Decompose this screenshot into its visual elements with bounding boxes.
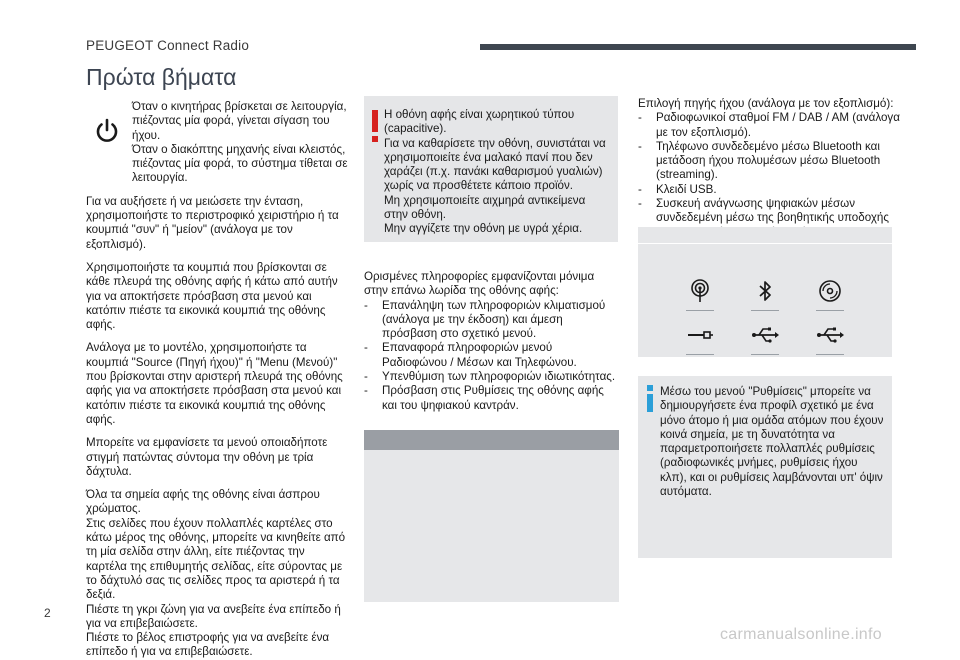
power-text: Όταν ο κινητήρας βρίσκεται σε λειτουργία, πιέζοντας μία φορά, γίνεται σίγαση του ήχου. Όταν ο διακόπτης μηχανής είναι κλειστός, πιέζοντας μία φορά, το σύστημα τίθεται σε λειτουργία. — [132, 100, 348, 185]
list-item: - Κλειδί USB. — [638, 183, 902, 197]
top-band-intro: Ορισμένες πληροφορίες εμφανίζονται μόνιμα στην επάνω λωρίδα της οθόνης αφής: — [364, 270, 595, 298]
page-title: Πρώτα βήματα — [86, 64, 237, 90]
usb-icon[interactable] — [810, 315, 850, 355]
paragraph: Χρησιμοποιήστε τα κουμπιά που βρίσκονται σε κάθε πλευρά της οθόνης αφής ή κάτω από αυτήν για να αποκτήσετε πρόσβαση στα μενού και κατόπιν πιέστε τα εικονικά κουμπιά της οθόνης αφής. — [86, 260, 338, 332]
top-band-info — [364, 270, 620, 413]
bluetooth-icon[interactable] — [745, 271, 785, 311]
power-section — [86, 100, 348, 186]
radio-icon[interactable] — [680, 271, 720, 311]
warning-box — [364, 96, 618, 242]
aux-jack-icon[interactable] — [680, 315, 720, 355]
sources-panel — [638, 227, 892, 357]
list-item: - Πρόσβαση στις Ρυθμίσεις της οθόνης αφής και του ψηφιακού καντράν. — [364, 384, 620, 413]
screen-top-band — [364, 430, 619, 450]
paragraph: Όλα τα σημεία αφής της οθόνης είναι άσπρου χρώματος. Στις σελίδες που έχουν πολλαπλές καρτέλες στο κάτω μέρος της οθόνης, μπορείτε να κινηθείτε από τη μία σελίδα στην άλλη, είτε πιέζοντας την καρτέλα της επιθυμητής σελίδας, είτε σύροντας με το δάχτυλό σας τις σελίδες προς τα αριστερά ή τα δεξιά. Πιέστε τη γκρι ζώνη για να ανεβείτε ένα επίπεδο ή για να επιβεβαιώσετε. Πιέστε το βέλος επιστροφής για να ανεβείτε ένα επίπεδο ή για να επιβεβαιώσετε. — [86, 488, 346, 659]
list-item: - Συσκευή ανάγνωσης ψηφιακών μέσων συνδεδεμένη μέσω της βοηθητικής υποδοχής — [638, 197, 902, 254]
list-item: - Επαναφορά πληροφοριών μενού Ραδιοφώνου / Μέσων και Τηλεφώνου. — [364, 341, 620, 370]
usb-icon[interactable] — [745, 315, 785, 355]
list-item: - Τηλέφωνο συνδεδεμένο μέσω Bluetooth και μετάδοση ήχου πολυμέσων μέσω Bluetooth (streaming). — [638, 140, 902, 183]
source-intro: Επιλογή πηγής ήχου (ανάλογα με τον εξοπλισμό): — [638, 97, 894, 110]
screen-image — [364, 430, 619, 602]
cd-icon[interactable] — [810, 271, 850, 311]
list-item: - Επανάληψη των πληροφοριών κλιματισμού (ανάλογα με την έκδοση) και άμεση πρόσβαση στο σχετικό μενού. — [364, 299, 620, 342]
watermark: carmanualsonline.info — [720, 626, 882, 643]
header-label: PEUGEOT Connect Radio — [86, 38, 250, 53]
top-band-list — [364, 299, 620, 413]
info-text: Μέσω του μενού "Ρυθμίσεις" μπορείτε να δημιουργήσετε ένα προφίλ σχετικό με ένα μόνο άτομο ή μια ομάδα ατόμων που έχουν κοινά σημεία, με τη δυνατότητα να παραμετροποιήσετε πολλαπλές ρυθμίσεις (ραδιοφωνικές μνήμες, ρυθμίσεις ήχου κλπ), και οι ρυθμίσεις λαμβάνονται υπ' όψιν αυτόματα. — [660, 385, 884, 499]
power-icon — [86, 100, 132, 186]
column-left — [86, 100, 348, 660]
info-box — [638, 376, 892, 558]
header-bar — [480, 44, 916, 50]
list-item: - Ραδιοφωνικοί σταθμοί FM / DAB / AM (ανάλογα με τον εξοπλισμό). — [638, 111, 902, 140]
paragraph: Για να αυξήσετε ή να μειώσετε την ένταση, χρησιμοποιήστε το περιστροφικό χειριστήριο ή τα κουμπιά "συν" ή "μείον" (ανάλογα με τον εξοπλισμό). — [86, 194, 339, 251]
paragraph: Ανάλογα με το μοντέλο, χρησιμοποιήστε τα κουμπιά "Source (Πηγή ήχου)" ή "Menu (Μενού)" που βρίσκονται στην αριστερή πλευρά της οθόνης αφής για να αποκτήσετε πρόσβαση στα μενού και κατόπιν πιέστε τα εικονικά κουμπιά της οθόνης αφής. — [86, 341, 343, 426]
paragraph: Μπορείτε να εμφανίσετε τα μενού οποιαδήποτε στιγμή πατώντας σύντομα την οθόνη με τρία δάχτυλα. — [86, 436, 328, 478]
list-item: - Υπενθύμιση των πληροφοριών ιδιωτικότητας. — [364, 370, 620, 384]
page-number: 2 — [44, 606, 51, 620]
warning-text: Η οθόνη αφής είναι χωρητικού τύπου (capacitive). Για να καθαρίσετε την οθόνη, συνιστάται να χρησιμοποιείτε ένα μαλακό πανί που δεν χαράζει (π.χ. πανάκι καθαρισμού γυαλιών) χωρίς να προσθέτετε κάποιο προϊόν. Μη χρησιμοποιείτε αιχμηρά αντικείμενα στην οθόνη. Μην αγγίζετε την οθόνη με υγρά χέρια. — [384, 108, 606, 236]
